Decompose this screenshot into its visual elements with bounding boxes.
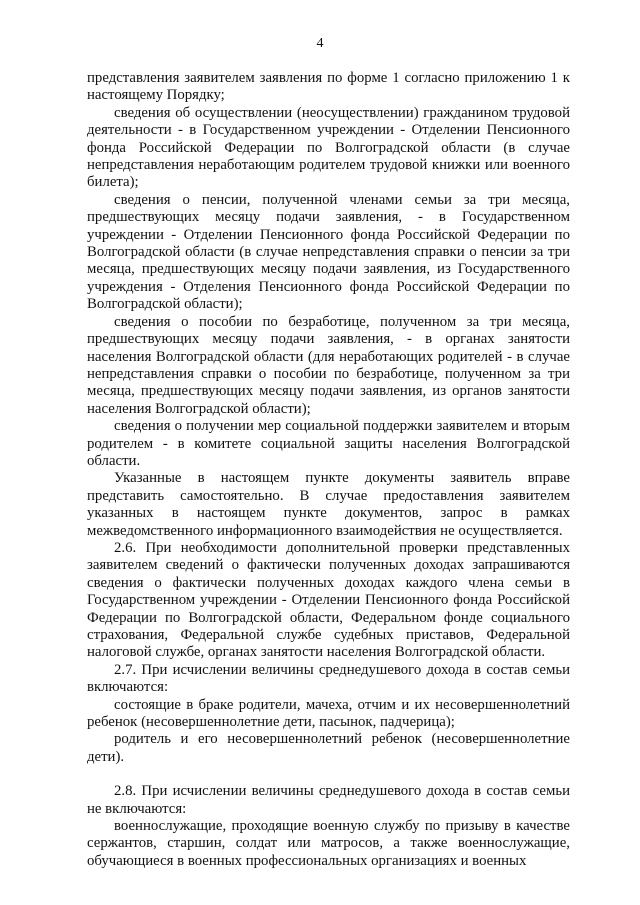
paragraph-1: представления заявителем заявления по форме 1 согласно приложению 1 к настоящему Порядку;	[87, 70, 570, 104]
page-number: 4	[316, 36, 324, 51]
paragraph-3: сведения о пенсии, полученной членами семьи за три месяца, предшествующих месяцу подачи заявления, - в Государственном учреждении - Отделении Пенсионного фонда Российской Федерации по Волгоградской области (в случае непредставления справки о пенсии за три месяца, предшествующих месяцу подачи заявления, из Государственного учреждения - Отделения Пенсионного фонда Российской Федерации по Волгоградской области);	[87, 191, 570, 313]
paragraph-12: военнослужащие, проходящие военную службу по призыву в качестве сержантов, старшин, солдат или матросов, а также военнослужащие, обучающиеся в военных профессиональных организациях и военных	[87, 818, 570, 869]
paragraph-6: Указанные в настоящем пункте документы заявитель вправе представить самостоятельно. В случае предоставления заявителем указанных в настоящем пункте документов, запрос в рамках межведомственного информационного взаимодействия не осуществляется.	[87, 470, 570, 539]
paragraph-8: 2.7. При исчислении величины среднедушевого дохода в состав семьи включаются:	[87, 661, 570, 696]
paragraph-7: 2.6. При необходимости дополнительной проверки представленных заявителем сведений о фактически полученных доходах запрашиваются сведения о фактически полученных доходах каждого члена семьи в Государственном учреждении - Отделении Пенсионного фонда Российской Федерации по Волгоградской области, Федеральном фонде социального страхования, Федеральной службе судебных приставов, Федеральной налоговой службе, органах занятости населения Волгоградской области.	[87, 539, 570, 661]
paragraph-9: состоящие в браке родители, мачеха, отчим и их несовершеннолетний ребенок (несовершеннолетние дети, пасынок, падчерица);	[87, 696, 570, 731]
paragraph-5: сведения о получении мер социальной поддержки заявителем и вторым родителем - в комитете социальной защиты населения Волгоградской области.	[87, 418, 570, 469]
document-body	[87, 70, 570, 870]
paragraph-11: 2.8. При исчислении величины среднедушевого дохода в состав семьи не включаются:	[87, 783, 570, 817]
paragraph-10: родитель и его несовершеннолетний ребенок (несовершеннолетние дети).	[87, 731, 570, 765]
paragraph-2: сведения об осуществлении (неосуществлении) гражданином трудовой деятельности - в Государственном учреждении - Отделении Пенсионного фонда Российской Федерации по Волгоградской области (в случае непредставления неработающим родителем трудовой книжки или военного билета);	[87, 104, 570, 191]
paragraph-4: сведения о пособии по безработице, полученном за три месяца, предшествующих месяцу подачи заявления, - в органах занятости населения Волгоградской области (для неработающих родителей - в случае непредставления справки о пособии по безработице, полученном за три месяца, предшествующих месяцу подачи заявления, из органов занятости населения Волгоградской области);	[87, 313, 570, 417]
